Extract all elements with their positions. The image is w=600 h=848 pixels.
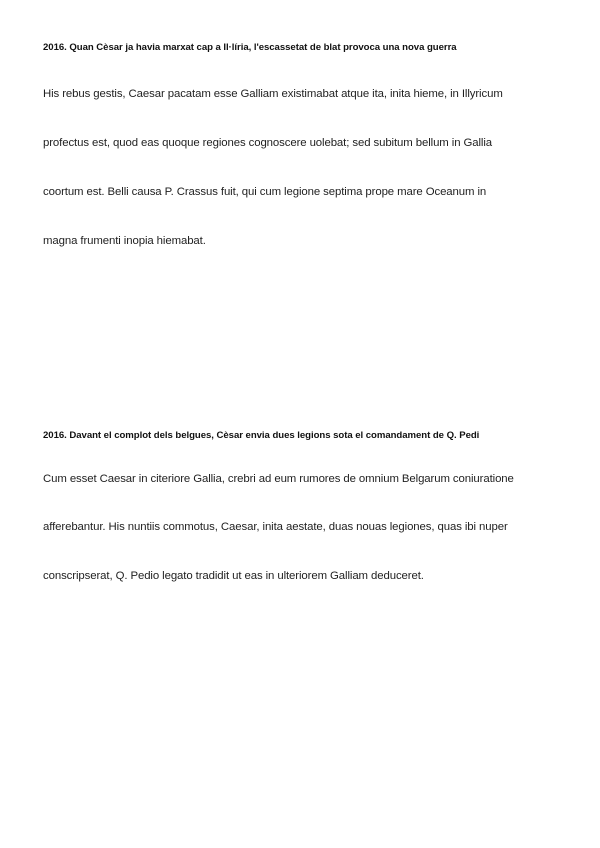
section-2-heading: 2016. Davant el complot dels belgues, Cèsar envia dues legions sota el comandament de Q. Pedi: [43, 430, 480, 441]
section-1-line-2: profectus est, quod eas quoque regiones cognoscere uolebat; sed subitum bellum in Gallia: [43, 137, 493, 149]
section-1-line-4: magna frumenti inopia hiemabat.: [43, 235, 206, 247]
section-1-line-1: His rebus gestis, Caesar pacatam esse Galliam existimabat atque ita, inita hieme, in Illyricum: [43, 88, 503, 100]
section-2-line-2: afferebantur. His nuntiis commotus, Caesar, inita aestate, duas nouas legiones, quas ibi nuper: [43, 521, 508, 533]
section-1-heading: 2016. Quan Cèsar ja havia marxat cap a Il·líria, l'escassetat de blat provoca una nova guerra: [43, 42, 457, 53]
section-2-line-1: Cum esset Caesar in citeriore Gallia, crebri ad eum rumores de omnium Belgarum coniuratione: [43, 473, 514, 485]
section-1-line-3: coortum est. Belli causa P. Crassus fuit, qui cum legione septima prope mare Oceanum in: [43, 186, 487, 198]
section-2-line-3: conscripserat, Q. Pedio legato tradidit ut eas in ulteriorem Galliam deduceret.: [43, 570, 424, 582]
